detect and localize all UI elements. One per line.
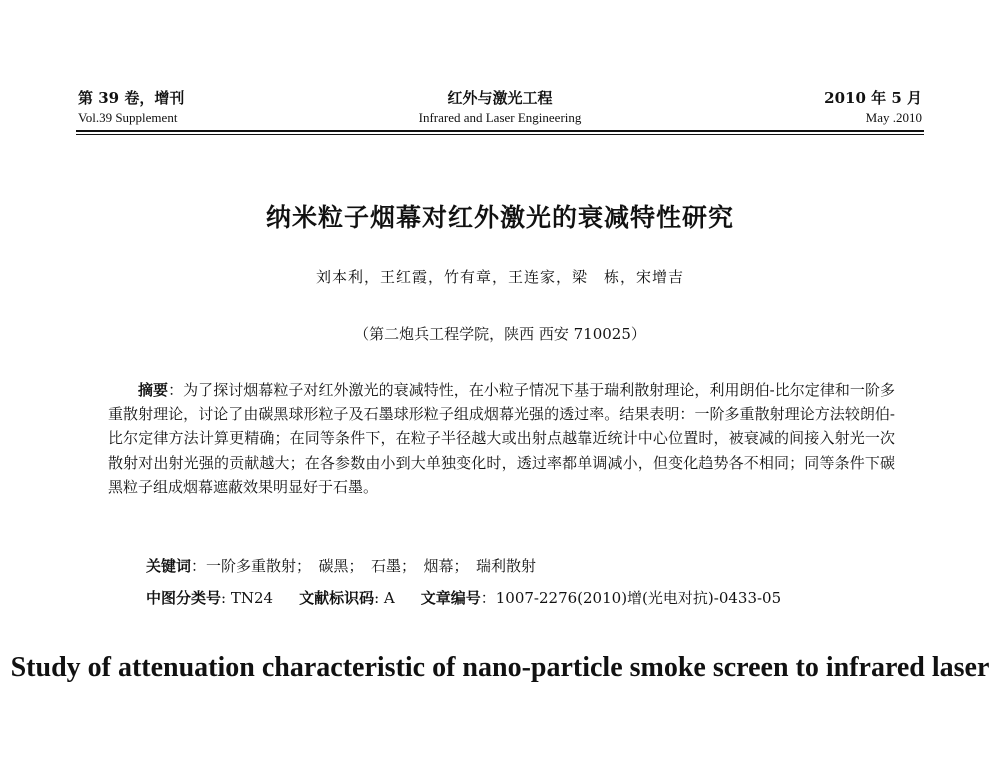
abstract-label: 摘要 bbox=[138, 381, 169, 399]
abstract-text: ：为了探讨烟幕粒子对红外激光的衰减特性，在小粒子情况下基于瑞利散射理论，利用朗伯-比尔定律和一阶多重散射理论，讨论了由碳黑球形粒子及石墨球形粒子组成烟幕光强的透过率。结果表明：一阶多重散射理论方法较朗伯-比尔定律方法计算更精确；在同等条件下，在粒子半径越大或出射点越靠近统计中心位置时，被衰减的间接入射光一次散射对出射光强的贡献越大；在各参数由小到大单独变化时，透过率都单调减小，但变化趋势各不相同；同等条件下碳黑粒子组成烟幕遮蔽效果明显好于石墨。 bbox=[108, 381, 895, 496]
article-no-value: ：1007-2276(2010)增(光电对抗)-0433-05 bbox=[480, 589, 782, 607]
issue-date bbox=[824, 88, 922, 127]
issue-date-zh: 2010 年 5 月 bbox=[824, 89, 922, 107]
abstract bbox=[108, 378, 895, 499]
issue-date-en: May .2010 bbox=[865, 110, 922, 125]
keywords-text: ：一阶多重散射； 碳黑； 石墨； 烟幕； 瑞利散射 bbox=[191, 557, 537, 575]
clc-label: 中图分类号 bbox=[146, 589, 222, 607]
volume-zh: 第 39 卷，增刊 bbox=[78, 89, 185, 107]
journal-name-zh: 红外与激光工程 bbox=[447, 89, 553, 107]
volume-en: Vol.39 Supplement bbox=[78, 110, 178, 125]
keywords-line bbox=[146, 555, 536, 576]
classification-line bbox=[146, 587, 781, 608]
keywords-label: 关键词 bbox=[146, 557, 192, 575]
paper-title-zh: 纳米粒子烟幕对红外激光的衰减特性研究 bbox=[265, 203, 734, 232]
affiliation: （第二炮兵工程学院，陕西 西安 710025） bbox=[354, 325, 646, 343]
doc-code-value: : A bbox=[374, 589, 395, 607]
clc-value: : TN24 bbox=[221, 589, 274, 607]
header-rule-thin bbox=[76, 134, 924, 135]
header-rule-thick bbox=[76, 130, 924, 132]
paper-title-en: Study of attenuation characteristic of nano-particle smoke screen to infrared laser bbox=[10, 652, 990, 683]
author-list: 刘本利，王红霞，竹有章，王连家，梁 栋，宋增吉 bbox=[315, 268, 684, 286]
journal-name-en: Infrared and Laser Engineering bbox=[418, 110, 582, 125]
doc-code-label: 文献标识码 bbox=[299, 589, 375, 607]
article-no-label: 文章编号 bbox=[420, 589, 481, 607]
